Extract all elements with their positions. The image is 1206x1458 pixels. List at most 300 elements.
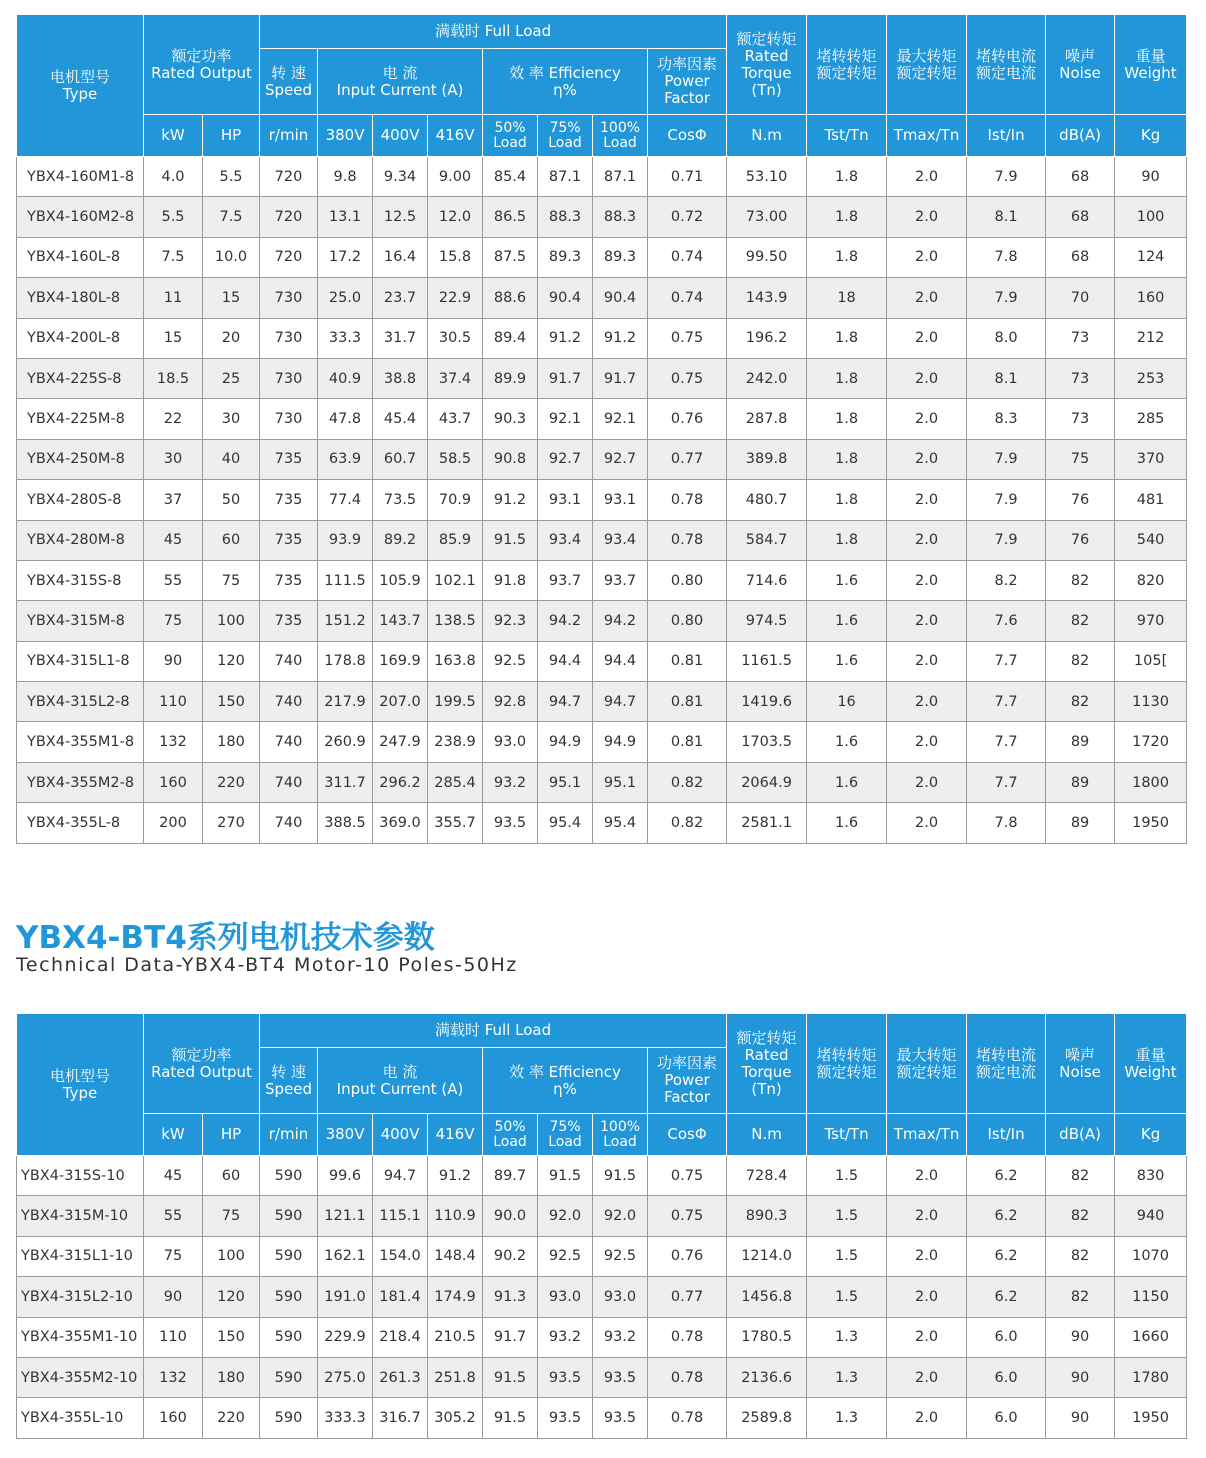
table-cell: 305.2 — [428, 1398, 483, 1438]
table-cell: 590 — [260, 1277, 318, 1317]
table-cell: 9.00 — [428, 157, 483, 197]
table-cell: 90 — [1115, 157, 1187, 197]
table-cell: 2.0 — [887, 682, 967, 722]
motor-type-cell: YBX4-280S-8 — [17, 480, 144, 520]
table-row — [17, 1317, 1187, 1357]
table-cell: 220 — [203, 1398, 260, 1438]
table-cell: 82 — [1046, 560, 1115, 600]
table-cell: 1.8 — [807, 439, 887, 479]
table-cell: 151.2 — [318, 601, 373, 641]
table-cell: 217.9 — [318, 682, 373, 722]
table-cell: 93.2 — [483, 762, 538, 802]
table-cell: 93.1 — [538, 480, 593, 520]
table-cell: 220 — [203, 762, 260, 802]
table-cell: 94.2 — [538, 601, 593, 641]
table-cell: 90 — [1046, 1357, 1115, 1397]
table-cell: 2.0 — [887, 520, 967, 560]
table-cell: 102.1 — [428, 560, 483, 600]
table-cell: 180 — [203, 722, 260, 762]
table-cell: 7.7 — [967, 722, 1046, 762]
motor-type-cell: YBX4-180L-8 — [17, 278, 144, 318]
table-cell: 53.10 — [727, 157, 807, 197]
table-cell: 0.75 — [648, 1156, 727, 1196]
table-cell: 1.8 — [807, 237, 887, 277]
table-cell: 369.0 — [373, 803, 428, 843]
table-cell: 85.9 — [428, 520, 483, 560]
table-cell: 218.4 — [373, 1317, 428, 1357]
table-cell: 160 — [144, 1398, 203, 1438]
table-cell: 121.1 — [318, 1196, 373, 1236]
table-cell: 93.5 — [593, 1357, 648, 1397]
table-cell: 93.5 — [538, 1398, 593, 1438]
rated-output-header: 额定功率 Rated Output — [144, 1014, 260, 1114]
power-factor-header: 功率因素 Power Factor — [648, 49, 727, 115]
unit-380v: 380V — [318, 1114, 373, 1156]
table-cell: 1780 — [1115, 1357, 1187, 1397]
table-cell: 270 — [203, 803, 260, 843]
table-cell: 2.0 — [887, 157, 967, 197]
unit-rpm: r/min — [260, 1114, 318, 1156]
table-cell: 138.5 — [428, 601, 483, 641]
table-cell: 714.6 — [727, 560, 807, 600]
table-cell: 0.78 — [648, 520, 727, 560]
table-cell: 1214.0 — [727, 1236, 807, 1276]
table-cell: 8.1 — [967, 197, 1046, 237]
unit-kg: Kg — [1115, 1114, 1187, 1156]
unit-hp: HP — [203, 1114, 260, 1156]
table-cell: 720 — [260, 157, 318, 197]
table-cell: 2.0 — [887, 1236, 967, 1276]
table-row — [17, 278, 1187, 318]
table-cell: 58.5 — [428, 439, 483, 479]
table-cell: 82 — [1046, 641, 1115, 681]
table-cell: 481 — [1115, 480, 1187, 520]
table-cell: 0.75 — [648, 318, 727, 358]
table-cell: 1456.8 — [727, 1277, 807, 1317]
table-cell: 9.8 — [318, 157, 373, 197]
table-cell: 0.72 — [648, 197, 727, 237]
table-cell: 1.3 — [807, 1357, 887, 1397]
table-cell: 1.3 — [807, 1398, 887, 1438]
table-cell: 7.9 — [967, 439, 1046, 479]
table-cell: 0.76 — [648, 399, 727, 439]
table-cell: 180 — [203, 1357, 260, 1397]
table-cell: 89.2 — [373, 520, 428, 560]
table-cell: 100 — [203, 1236, 260, 1276]
table-cell: 94.9 — [593, 722, 648, 762]
table-cell: 91.5 — [593, 1156, 648, 1196]
table-cell: 77.4 — [318, 480, 373, 520]
table-cell: 260.9 — [318, 722, 373, 762]
table-cell: 89 — [1046, 762, 1115, 802]
weight-header: 重量 Weight — [1115, 1014, 1187, 1114]
table-cell: 730 — [260, 358, 318, 398]
table-cell: 0.74 — [648, 237, 727, 277]
table-cell: 1161.5 — [727, 641, 807, 681]
table-cell: 389.8 — [727, 439, 807, 479]
table-cell: 90 — [1046, 1317, 1115, 1357]
table-cell: 0.74 — [648, 278, 727, 318]
unit-cos-phi: CosΦ — [648, 115, 727, 157]
table-cell: 93.1 — [593, 480, 648, 520]
table-cell: 94.2 — [593, 601, 648, 641]
rated-torque-header: 额定转矩 Rated Torque (Tn) — [727, 15, 807, 115]
table-cell: 174.9 — [428, 1277, 483, 1317]
table-cell: 73.5 — [373, 480, 428, 520]
table-cell: 7.9 — [967, 480, 1046, 520]
type-header: 电机型号 Type — [17, 15, 144, 157]
efficiency-header: 效 率 Efficiency η% — [483, 49, 648, 115]
table-cell: 91.7 — [483, 1317, 538, 1357]
table-cell: 91.8 — [483, 560, 538, 600]
table-cell: 132 — [144, 1357, 203, 1397]
table-cell: 169.9 — [373, 641, 428, 681]
table-cell: 37.4 — [428, 358, 483, 398]
table-cell: 7.7 — [967, 762, 1046, 802]
table-cell: 92.8 — [483, 682, 538, 722]
table-cell: 730 — [260, 318, 318, 358]
table-cell: 355.7 — [428, 803, 483, 843]
table-row — [17, 1357, 1187, 1397]
unit-400v: 400V — [373, 115, 428, 157]
locked-rotor-current-header: 堵转电流 额定电流 — [967, 15, 1046, 115]
input-current-header: 电 流 Input Current (A) — [318, 49, 483, 115]
table-cell: 13.1 — [318, 197, 373, 237]
table-cell: 91.5 — [483, 520, 538, 560]
table-cell: 89.4 — [483, 318, 538, 358]
table-cell: 5.5 — [144, 197, 203, 237]
table-cell: 1.8 — [807, 399, 887, 439]
table-cell: 91.5 — [483, 1398, 538, 1438]
table-cell: 87.5 — [483, 237, 538, 277]
unit-50-load: 50% Load — [483, 1114, 538, 1156]
table-cell: 2589.8 — [727, 1398, 807, 1438]
table-cell: 1.3 — [807, 1317, 887, 1357]
table-cell: 99.50 — [727, 237, 807, 277]
table-cell: 590 — [260, 1196, 318, 1236]
table-cell: 584.7 — [727, 520, 807, 560]
table-cell: 247.9 — [373, 722, 428, 762]
table-cell: 160 — [1115, 278, 1187, 318]
table-cell: 2.0 — [887, 641, 967, 681]
table-cell: 91.2 — [483, 480, 538, 520]
table-cell: 92.1 — [538, 399, 593, 439]
table-cell: 120 — [203, 1277, 260, 1317]
table-cell: 150 — [203, 1317, 260, 1357]
table-cell: 1.5 — [807, 1277, 887, 1317]
unit-100-load: 100% Load — [593, 1114, 648, 1156]
table-cell: 740 — [260, 803, 318, 843]
table-cell: 75 — [144, 601, 203, 641]
table-cell: 735 — [260, 520, 318, 560]
table-cell: 92.3 — [483, 601, 538, 641]
table-cell: 68 — [1046, 237, 1115, 277]
table-cell: 2.0 — [887, 358, 967, 398]
table-cell: 735 — [260, 601, 318, 641]
table-row — [17, 480, 1187, 520]
table-cell: 124 — [1115, 237, 1187, 277]
type-header: 电机型号 Type — [17, 1014, 144, 1156]
table-cell: 735 — [260, 480, 318, 520]
table-cell: 1800 — [1115, 762, 1187, 802]
table-cell: 22.9 — [428, 278, 483, 318]
table-cell: 735 — [260, 439, 318, 479]
table-cell: 0.78 — [648, 1317, 727, 1357]
table-cell: 23.7 — [373, 278, 428, 318]
table-cell: 94.7 — [538, 682, 593, 722]
table-cell: 92.1 — [593, 399, 648, 439]
table-cell: 45 — [144, 520, 203, 560]
table-cell: 92.5 — [538, 1236, 593, 1276]
table-cell: 87.1 — [593, 157, 648, 197]
motor-type-cell: YBX4-355L-10 — [17, 1398, 144, 1438]
table-cell: 1419.6 — [727, 682, 807, 722]
table-cell: 15 — [144, 318, 203, 358]
table-cell: 91.5 — [483, 1357, 538, 1397]
table-cell: 37 — [144, 480, 203, 520]
unit-416v: 416V — [428, 115, 483, 157]
table-cell: 111.5 — [318, 560, 373, 600]
table-cell: 91.7 — [593, 358, 648, 398]
table-cell: 90 — [144, 1277, 203, 1317]
motor-type-cell: YBX4-315S-8 — [17, 560, 144, 600]
unit-tst-tn: Tst/Tn — [807, 115, 887, 157]
table-cell: 1660 — [1115, 1317, 1187, 1357]
table-row — [17, 399, 1187, 439]
table-cell: 6.2 — [967, 1196, 1046, 1236]
motor-type-cell: YBX4-225S-8 — [17, 358, 144, 398]
table-cell: 63.9 — [318, 439, 373, 479]
table-row — [17, 1156, 1187, 1196]
table-cell: 199.5 — [428, 682, 483, 722]
unit-kw: kW — [144, 115, 203, 157]
table-cell: 148.4 — [428, 1236, 483, 1276]
full-load-header: 满载时 Full Load — [260, 1014, 727, 1048]
table-cell: 8.0 — [967, 318, 1046, 358]
table-cell: 2.0 — [887, 318, 967, 358]
table-cell: 75 — [203, 560, 260, 600]
table-cell: 94.7 — [373, 1156, 428, 1196]
table-cell: 82 — [1046, 1236, 1115, 1276]
table-cell: 2.0 — [887, 237, 967, 277]
motor-type-cell: YBX4-160M1-8 — [17, 157, 144, 197]
table-cell: 91.2 — [538, 318, 593, 358]
table-cell: 20 — [203, 318, 260, 358]
motor-type-cell: YBX4-250M-8 — [17, 439, 144, 479]
table-cell: 251.8 — [428, 1357, 483, 1397]
table-cell: 8.2 — [967, 560, 1046, 600]
table-cell: 316.7 — [373, 1398, 428, 1438]
table-cell: 728.4 — [727, 1156, 807, 1196]
table-cell: 15 — [203, 278, 260, 318]
table-cell: 73.00 — [727, 197, 807, 237]
table-cell: 2.0 — [887, 1398, 967, 1438]
table-cell: 92.0 — [593, 1196, 648, 1236]
motor-type-cell: YBX4-315M-8 — [17, 601, 144, 641]
motor-type-cell: YBX4-225M-8 — [17, 399, 144, 439]
table-cell: 2581.1 — [727, 803, 807, 843]
table-cell: 16 — [807, 682, 887, 722]
table-cell: 95.1 — [538, 762, 593, 802]
table-row — [17, 439, 1187, 479]
table-cell: 1780.5 — [727, 1317, 807, 1357]
unit-75-load: 75% Load — [538, 115, 593, 157]
table-cell: 940 — [1115, 1196, 1187, 1236]
table-cell: 820 — [1115, 560, 1187, 600]
unit-380v: 380V — [318, 115, 373, 157]
table-cell: 6.0 — [967, 1398, 1046, 1438]
table-cell: 86.5 — [483, 197, 538, 237]
unit-hp: HP — [203, 115, 260, 157]
table-cell: 1.6 — [807, 601, 887, 641]
table-cell: 590 — [260, 1317, 318, 1357]
table-cell: 60 — [203, 520, 260, 560]
unit-tmax-tn: Tmax/Tn — [887, 1114, 967, 1156]
table-row — [17, 197, 1187, 237]
table-cell: 0.78 — [648, 480, 727, 520]
table-cell: 191.0 — [318, 1277, 373, 1317]
table-cell: 2064.9 — [727, 762, 807, 802]
table-cell: 540 — [1115, 520, 1187, 560]
table-cell: 2.0 — [887, 439, 967, 479]
table-cell: 4.0 — [144, 157, 203, 197]
table-cell: 93.5 — [538, 1357, 593, 1397]
table-cell: 60 — [203, 1156, 260, 1196]
table-cell: 45 — [144, 1156, 203, 1196]
table-cell: 261.3 — [373, 1357, 428, 1397]
table-cell: 55 — [144, 1196, 203, 1236]
table-cell: 2.0 — [887, 399, 967, 439]
unit-kg: Kg — [1115, 115, 1187, 157]
table-cell: 388.5 — [318, 803, 373, 843]
table-cell: 2.0 — [887, 278, 967, 318]
table-cell: 89 — [1046, 803, 1115, 843]
table-cell: 181.4 — [373, 1277, 428, 1317]
table-cell: 105.9 — [373, 560, 428, 600]
table-cell: 33.3 — [318, 318, 373, 358]
table-cell: 132 — [144, 722, 203, 762]
table-cell: 200 — [144, 803, 203, 843]
table-cell: 253 — [1115, 358, 1187, 398]
table-cell: 90.2 — [483, 1236, 538, 1276]
motor-type-cell: YBX4-315L2-8 — [17, 682, 144, 722]
table-cell: 210.5 — [428, 1317, 483, 1357]
table-row — [17, 1277, 1187, 1317]
table-cell: 110 — [144, 1317, 203, 1357]
table-cell: 40.9 — [318, 358, 373, 398]
table-cell: 0.71 — [648, 157, 727, 197]
table-cell: 7.8 — [967, 237, 1046, 277]
table-cell: 7.6 — [967, 601, 1046, 641]
table-cell: 7.9 — [967, 520, 1046, 560]
table-cell: 10.0 — [203, 237, 260, 277]
table-row — [17, 237, 1187, 277]
table-cell: 75 — [144, 1236, 203, 1276]
table-cell: 1.6 — [807, 762, 887, 802]
table-cell: 95.4 — [538, 803, 593, 843]
breakdown-torque-header: 最大转矩 额定转矩 — [887, 1014, 967, 1114]
table-cell: 2.0 — [887, 560, 967, 600]
table-row — [17, 641, 1187, 681]
table-cell: 1150 — [1115, 1277, 1187, 1317]
table-cell: 60.7 — [373, 439, 428, 479]
rated-output-header: 额定功率 Rated Output — [144, 15, 260, 115]
table-cell: 229.9 — [318, 1317, 373, 1357]
table-cell: 73 — [1046, 358, 1115, 398]
table-cell: 2.0 — [887, 1156, 967, 1196]
table-cell: 91.3 — [483, 1277, 538, 1317]
table-cell: 1.6 — [807, 641, 887, 681]
table-row — [17, 318, 1187, 358]
table-cell: 8.3 — [967, 399, 1046, 439]
table-cell: 590 — [260, 1357, 318, 1397]
unit-416v: 416V — [428, 1114, 483, 1156]
table-cell: 85.4 — [483, 157, 538, 197]
table-cell: 89.3 — [593, 237, 648, 277]
table-cell: 2.0 — [887, 197, 967, 237]
table-cell: 93.0 — [538, 1277, 593, 1317]
table-cell: 30.5 — [428, 318, 483, 358]
table-row — [17, 1196, 1187, 1236]
table-cell: 93.4 — [593, 520, 648, 560]
table-row — [17, 1236, 1187, 1276]
table-cell: 740 — [260, 722, 318, 762]
table-cell: 100 — [203, 601, 260, 641]
table-cell: 11 — [144, 278, 203, 318]
unit-ist-in: Ist/In — [967, 115, 1046, 157]
section-subtitle: Technical Data-YBX4-BT4 Motor-10 Poles-50Hz — [16, 954, 518, 976]
table-cell: 50 — [203, 480, 260, 520]
table-cell: 2.0 — [887, 762, 967, 802]
motor-type-cell: YBX4-315L1-8 — [17, 641, 144, 681]
table-cell: 178.8 — [318, 641, 373, 681]
table-cell: 2.0 — [887, 803, 967, 843]
table-cell: 91.7 — [538, 358, 593, 398]
table-cell: 93.5 — [593, 1398, 648, 1438]
table-cell: 30 — [203, 399, 260, 439]
table-cell: 150 — [203, 682, 260, 722]
table-cell: 93.2 — [593, 1317, 648, 1357]
table-cell: 45.4 — [373, 399, 428, 439]
table-cell: 720 — [260, 197, 318, 237]
table-cell: 1070 — [1115, 1236, 1187, 1276]
table-cell: 285 — [1115, 399, 1187, 439]
speed-header: 转 速 Speed — [260, 49, 318, 115]
table-cell: 1.6 — [807, 560, 887, 600]
unit-cos-phi: CosΦ — [648, 1114, 727, 1156]
table-cell: 76 — [1046, 480, 1115, 520]
table-cell: 93.4 — [538, 520, 593, 560]
table-cell: 115.1 — [373, 1196, 428, 1236]
noise-header: 噪声 Noise — [1046, 15, 1115, 115]
table-cell: 110 — [144, 682, 203, 722]
table-cell: 830 — [1115, 1156, 1187, 1196]
motor-type-cell: YBX4-355L-8 — [17, 803, 144, 843]
unit-50-load: 50% Load — [483, 115, 538, 157]
table-cell: 73 — [1046, 399, 1115, 439]
table-cell: 0.82 — [648, 762, 727, 802]
table-row — [17, 358, 1187, 398]
table-cell: 82 — [1046, 1156, 1115, 1196]
table-cell: 90 — [1046, 1398, 1115, 1438]
table-cell: 89.9 — [483, 358, 538, 398]
table-cell: 287.8 — [727, 399, 807, 439]
table-cell: 8.1 — [967, 358, 1046, 398]
table-cell: 1.8 — [807, 197, 887, 237]
table-cell: 2136.6 — [727, 1357, 807, 1397]
table-cell: 1.8 — [807, 157, 887, 197]
table-cell: 7.7 — [967, 682, 1046, 722]
